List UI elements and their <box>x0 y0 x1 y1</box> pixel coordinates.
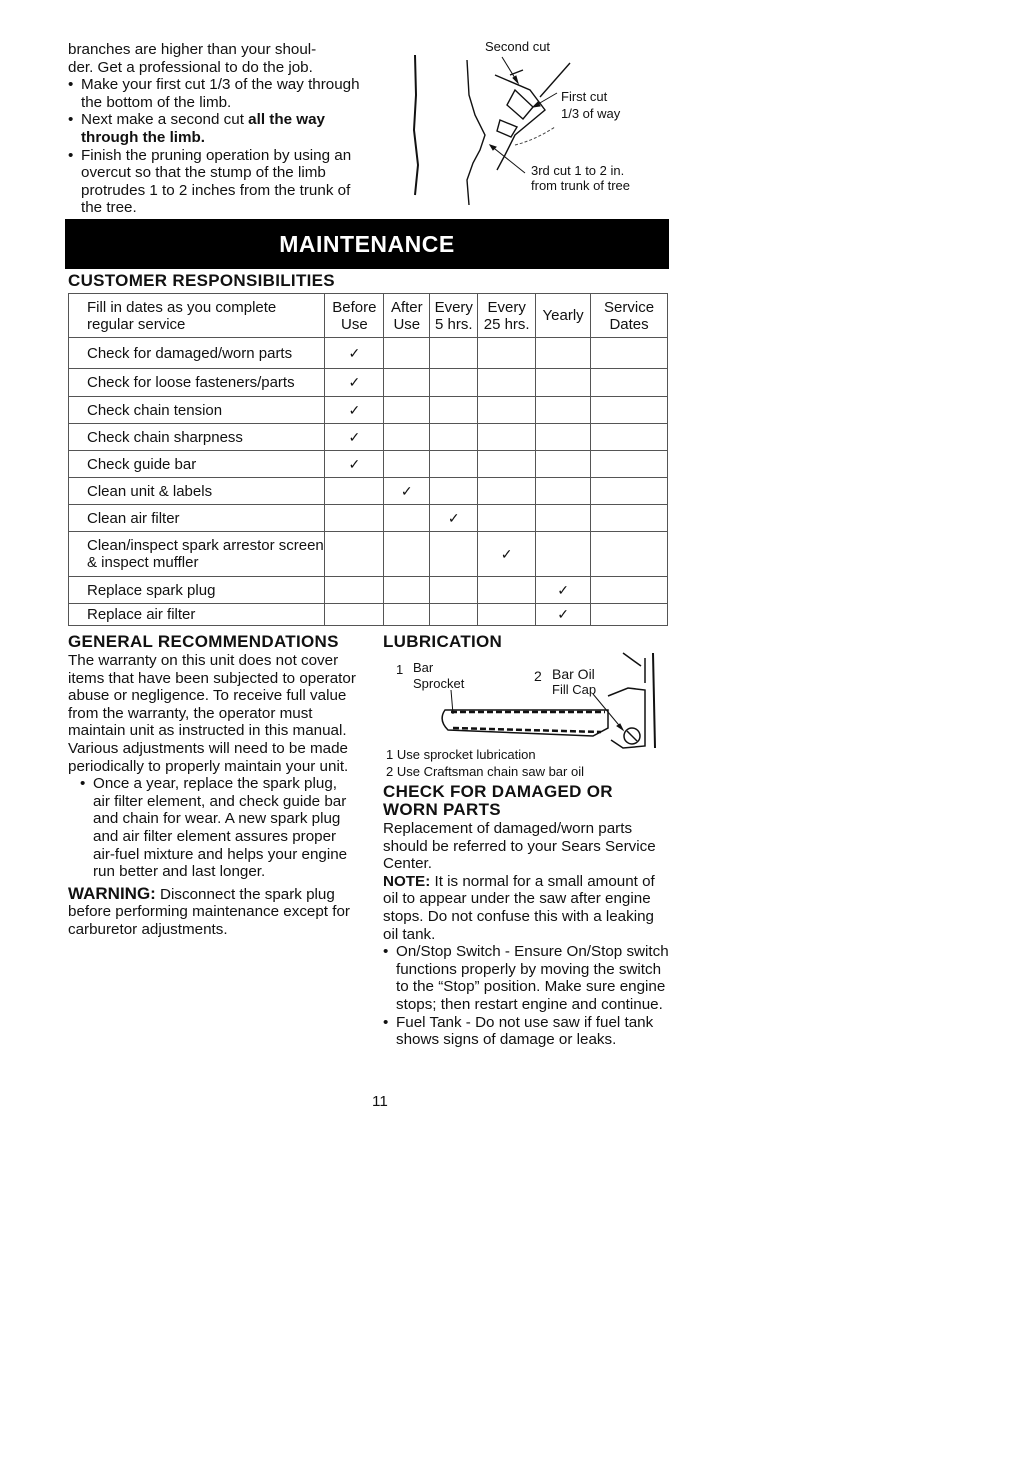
check-mark-icon: ✓ <box>348 344 361 361</box>
schedule-cell <box>430 424 478 451</box>
warning-block <box>68 885 358 939</box>
table-row <box>69 451 668 478</box>
general-paragraph: The warranty on this unit does not cover items that have been subjected to operator abuse or negligence. To receive full value from the warranty, the operator must maintain unit as instructed in this manual. Various adjustments will need to be made periodically to properly maintain your unit. <box>68 652 356 775</box>
check-damaged-paragraph: Replacement of damaged/worn parts should be referred to your Sears Service Center. <box>383 820 656 873</box>
check-damaged-bullet: • Fuel Tank - Do not use saw if fuel tank shows signs of damage or leaks. <box>383 1014 671 1049</box>
check-mark-icon: ✓ <box>348 455 361 472</box>
check-mark-icon: ✓ <box>348 401 361 418</box>
schedule-cell <box>536 369 591 397</box>
schedule-cell <box>536 577 591 604</box>
header-line: Every <box>487 298 526 316</box>
schedule-cell <box>384 478 430 505</box>
schedule-cell <box>384 532 430 577</box>
lubrication-figure <box>383 648 673 758</box>
schedule-cell <box>536 424 591 451</box>
schedule-cell <box>430 505 478 532</box>
fig-number-1: 1 <box>396 662 404 677</box>
table-row <box>69 424 668 451</box>
table-row <box>69 338 668 369</box>
task-cell: Check chain tension <box>69 397 325 424</box>
intro-bullet: • Make your first cut 1/3 of the way through the bottom of the limb. <box>68 76 368 111</box>
schedule-cell <box>478 532 536 577</box>
task-cell: Check for loose fasteners/parts <box>69 369 325 397</box>
fig-label-sprocket: Sprocket <box>413 676 465 691</box>
schedule-cell <box>536 532 591 577</box>
check-mark-icon: ✓ <box>557 606 569 622</box>
check-damaged-heading <box>383 783 613 819</box>
schedule-cell <box>478 577 536 604</box>
warning-text: Disconnect the spark plug before performing maintenance except for carburetor adjustments. <box>68 885 350 938</box>
schedule-cell <box>325 532 384 577</box>
fig-label-fill-cap: Fill Cap <box>552 682 597 697</box>
schedule-cell <box>384 577 430 604</box>
schedule-cell <box>325 451 384 478</box>
header-line: Dates <box>609 315 649 333</box>
intro-bullet-bold: all the way through the limb. <box>81 111 325 146</box>
check-mark-icon: ✓ <box>500 545 513 562</box>
check-mark-icon: ✓ <box>557 581 569 598</box>
header-every-25 <box>478 294 536 338</box>
header-service-dates <box>591 294 668 338</box>
schedule-cell <box>430 577 478 604</box>
pruning-cut-figure <box>405 35 670 215</box>
schedule-cell <box>536 505 591 532</box>
schedule-cell <box>325 397 384 424</box>
schedule-cell <box>591 478 668 505</box>
lubrication-caption-1: 1 Use sprocket lubrication <box>386 747 536 762</box>
label-first-cut-sub: 1/3 of way <box>561 106 621 121</box>
task-cell: Check for damaged/worn parts <box>69 338 325 369</box>
table-header-row <box>69 294 668 338</box>
intro-line: branches are higher than your shoul- <box>68 41 317 58</box>
header-line: Use <box>341 315 368 333</box>
check-damaged-heading-line: WORN PARTS <box>383 800 501 819</box>
general-recommendations-text <box>68 652 358 939</box>
section-banner: MAINTENANCE <box>65 219 669 269</box>
header-line: Service <box>604 298 655 316</box>
schedule-cell <box>591 451 668 478</box>
schedule-cell <box>536 604 591 626</box>
schedule-cell <box>384 604 430 626</box>
check-mark-icon: ✓ <box>447 509 460 526</box>
header-line: After <box>390 298 423 316</box>
table-row <box>69 604 668 626</box>
customer-responsibilities-heading: CUSTOMER RESPONSIBILITIES <box>68 271 335 290</box>
label-second-cut: Second cut <box>485 39 551 54</box>
check-damaged-text <box>383 820 671 1049</box>
schedule-cell <box>478 424 536 451</box>
header-after-use <box>384 294 430 338</box>
table-row <box>69 478 668 505</box>
schedule-cell <box>478 451 536 478</box>
schedule-cell <box>325 424 384 451</box>
schedule-cell <box>591 397 668 424</box>
schedule-cell <box>591 577 668 604</box>
label-third-cut-sub: from trunk of tree <box>531 178 630 193</box>
header-before-use <box>325 294 384 338</box>
schedule-cell <box>591 532 668 577</box>
table-body <box>69 338 668 626</box>
header-line: Yearly <box>542 307 584 324</box>
header-task-line: Fill in dates as you complete <box>87 298 277 316</box>
schedule-cell <box>478 338 536 369</box>
warning-label: WARNING: <box>68 883 156 903</box>
task-cell: Clean unit & labels <box>69 478 325 505</box>
task-cell: Check chain sharpness <box>69 424 325 451</box>
table-row <box>69 505 668 532</box>
header-every-5 <box>430 294 478 338</box>
schedule-cell <box>536 478 591 505</box>
intro-line: der. Get a professional to do the job. <box>68 58 313 76</box>
header-line: 25 hrs. <box>483 315 530 333</box>
schedule-cell <box>478 397 536 424</box>
schedule-cell <box>430 532 478 577</box>
task-cell: Check guide bar <box>69 451 325 478</box>
schedule-cell <box>536 338 591 369</box>
schedule-cell <box>325 577 384 604</box>
maintenance-schedule-table <box>68 293 668 626</box>
schedule-cell <box>384 451 430 478</box>
label-third-cut: 3rd cut 1 to 2 in. <box>531 163 625 178</box>
intro-bullet <box>68 111 368 146</box>
label-first-cut: First cut <box>561 89 608 104</box>
table-row <box>69 397 668 424</box>
check-damaged-bullet: • On/Stop Switch - Ensure On/Stop switch functions properly by moving the switch to the “Stop” position. Make sure engine stops; then restart engine and continue. <box>383 943 671 1013</box>
schedule-cell <box>478 604 536 626</box>
task-cell: Clean/inspect spark arrestor screen & inspect muffler <box>69 532 325 577</box>
check-mark-icon: ✓ <box>348 428 361 445</box>
schedule-cell <box>325 338 384 369</box>
fig-label-bar: Bar <box>413 660 434 675</box>
fig-label-bar-oil: Bar Oil <box>552 666 595 682</box>
schedule-cell <box>325 604 384 626</box>
header-line: 5 hrs. <box>434 315 473 333</box>
schedule-cell <box>384 505 430 532</box>
header-line: Every <box>434 298 473 316</box>
intro-bullet: • Finish the pruning operation by using an overcut so that the stump of the limb protrudes 1 to 2 inches from the trunk of the tree. <box>68 147 368 217</box>
lubrication-heading: LUBRICATION <box>383 632 503 651</box>
schedule-cell <box>591 505 668 532</box>
schedule-cell <box>325 478 384 505</box>
task-cell: Replace spark plug <box>69 577 325 604</box>
schedule-cell <box>384 397 430 424</box>
lubrication-caption-2: 2 Use Craftsman chain saw bar oil <box>386 764 584 779</box>
intro-text <box>68 41 368 217</box>
page-number: 11 <box>372 1093 388 1110</box>
note-text: It is normal for a small amount of oil to appear under the saw after engine stops. Do not confuse this with a leaking oil tank. <box>383 872 655 943</box>
note-label: NOTE: <box>383 872 431 890</box>
task-cell: Replace air filter <box>69 604 325 626</box>
check-mark-icon: ✓ <box>400 482 413 499</box>
schedule-cell <box>325 505 384 532</box>
table-row <box>69 369 668 397</box>
schedule-cell <box>430 478 478 505</box>
fig-number-2: 2 <box>534 668 542 684</box>
schedule-cell <box>478 369 536 397</box>
schedule-cell <box>478 478 536 505</box>
check-mark-icon: ✓ <box>348 374 361 390</box>
table-row <box>69 532 668 577</box>
schedule-cell <box>536 451 591 478</box>
header-yearly <box>536 294 591 338</box>
schedule-cell <box>430 338 478 369</box>
schedule-cell <box>430 451 478 478</box>
header-task-line: regular service <box>87 315 186 333</box>
schedule-cell <box>384 338 430 369</box>
schedule-cell <box>591 424 668 451</box>
schedule-cell <box>591 338 668 369</box>
schedule-cell <box>591 369 668 397</box>
schedule-cell <box>536 397 591 424</box>
schedule-cell <box>384 424 430 451</box>
schedule-cell <box>430 604 478 626</box>
table-row <box>69 577 668 604</box>
schedule-cell <box>325 369 384 397</box>
header-line: Use <box>393 315 421 333</box>
task-cell: Clean air filter <box>69 505 325 532</box>
intro-bullet-text: Next make a second cut <box>81 111 249 129</box>
header-line: Before <box>332 298 377 316</box>
schedule-cell <box>478 505 536 532</box>
general-recommendations-heading: GENERAL RECOMMENDATIONS <box>68 632 339 651</box>
check-damaged-heading-line: CHECK FOR DAMAGED OR <box>383 782 613 801</box>
schedule-cell <box>430 369 478 397</box>
header-task <box>69 294 325 338</box>
schedule-cell <box>591 604 668 626</box>
schedule-cell <box>430 397 478 424</box>
note-block <box>383 873 671 943</box>
general-bullet: • Once a year, replace the spark plug, air filter element, and check guide bar and chain for wear. A new spark plug and air filter element assures proper air-fuel mixture and helps your engine run better and last longer. <box>80 775 358 881</box>
schedule-cell <box>384 369 430 397</box>
